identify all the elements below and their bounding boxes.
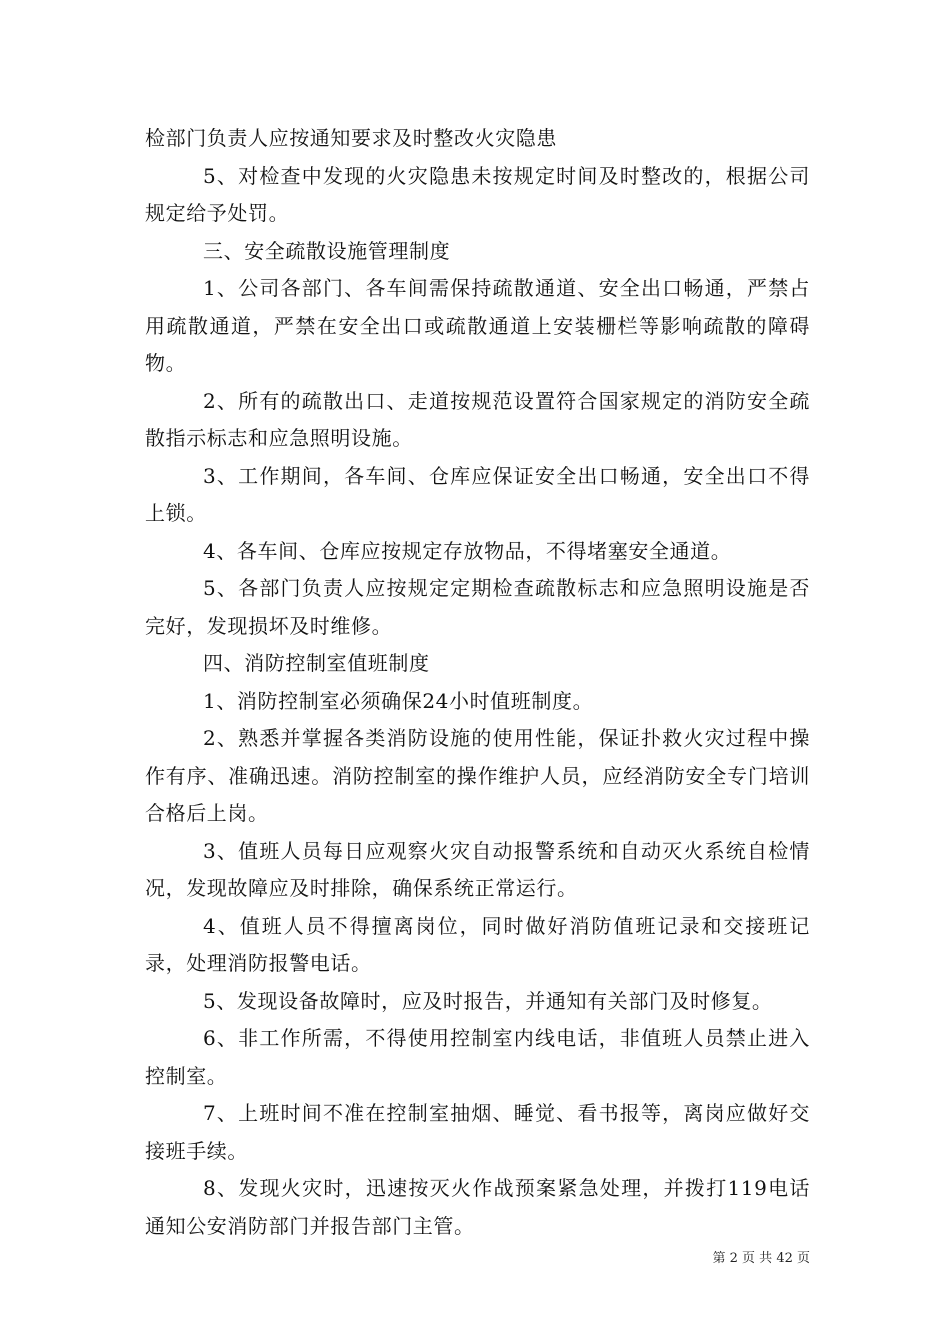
paragraph: 7、上班时间不准在控制室抽烟、睡觉、看书报等，离岗应做好交接班手续。 [145, 1101, 810, 1163]
paragraph: 8、发现火灾时，迅速按灭火作战预案紧急处理，并拨打119电话通知公安消防部门并报告部门主管。 [145, 1176, 810, 1238]
paragraph: 3、值班人员每日应观察火灾自动报警系统和自动灭火系统自检情况，发现故障应及时排除，确保系统正常运行。 [145, 838, 810, 900]
section-heading: 三、安全疏散设施管理制度 [203, 238, 451, 263]
paragraph: 5、对检查中发现的火灾隐患未按规定时间及时整改的，根据公司规定给予处罚。 [145, 163, 810, 225]
paragraph: 检部门负责人应按通知要求及时整改火灾隐患 [145, 126, 557, 150]
document-body [145, 120, 810, 1245]
paragraph: 4、各车间、仓库应按规定存放物品，不得堵塞安全通道。 [203, 538, 732, 563]
paragraph: 5、发现设备故障时，应及时报告，并通知有关部门及时修复。 [203, 988, 773, 1013]
paragraph: 6、非工作所需，不得使用控制室内线电话，非值班人员禁止进入控制室。 [145, 1026, 810, 1088]
paragraph: 3、工作期间，各车间、仓库应保证安全出口畅通，安全出口不得上锁。 [145, 463, 810, 525]
paragraph: 1、公司各部门、各车间需保持疏散通道、安全出口畅通，严禁占用疏散通道，严禁在安全出口或疏散通道上安装栅栏等影响疏散的障碍物。 [145, 276, 810, 375]
section-heading: 四、消防控制室值班制度 [203, 651, 430, 675]
paragraph: 2、所有的疏散出口、走道按规范设置符合国家规定的消防安全疏散指示标志和应急照明设施。 [145, 388, 810, 450]
page-number-footer: 第 2 页 共 42 页 [712, 1251, 810, 1266]
paragraph: 4、值班人员不得擅离岗位，同时做好消防值班记录和交接班记录，处理消防报警电话。 [145, 913, 810, 975]
paragraph: 5、各部门负责人应按规定定期检查疏散标志和应急照明设施是否完好，发现损坏及时维修。 [145, 576, 810, 638]
paragraph: 1、消防控制室必须确保24小时值班制度。 [203, 688, 594, 713]
paragraph: 2、熟悉并掌握各类消防设施的使用性能，保证扑救火灾过程中操作有序、准确迅速。消防控制室的操作维护人员，应经消防安全专门培训合格后上岗。 [145, 726, 810, 825]
